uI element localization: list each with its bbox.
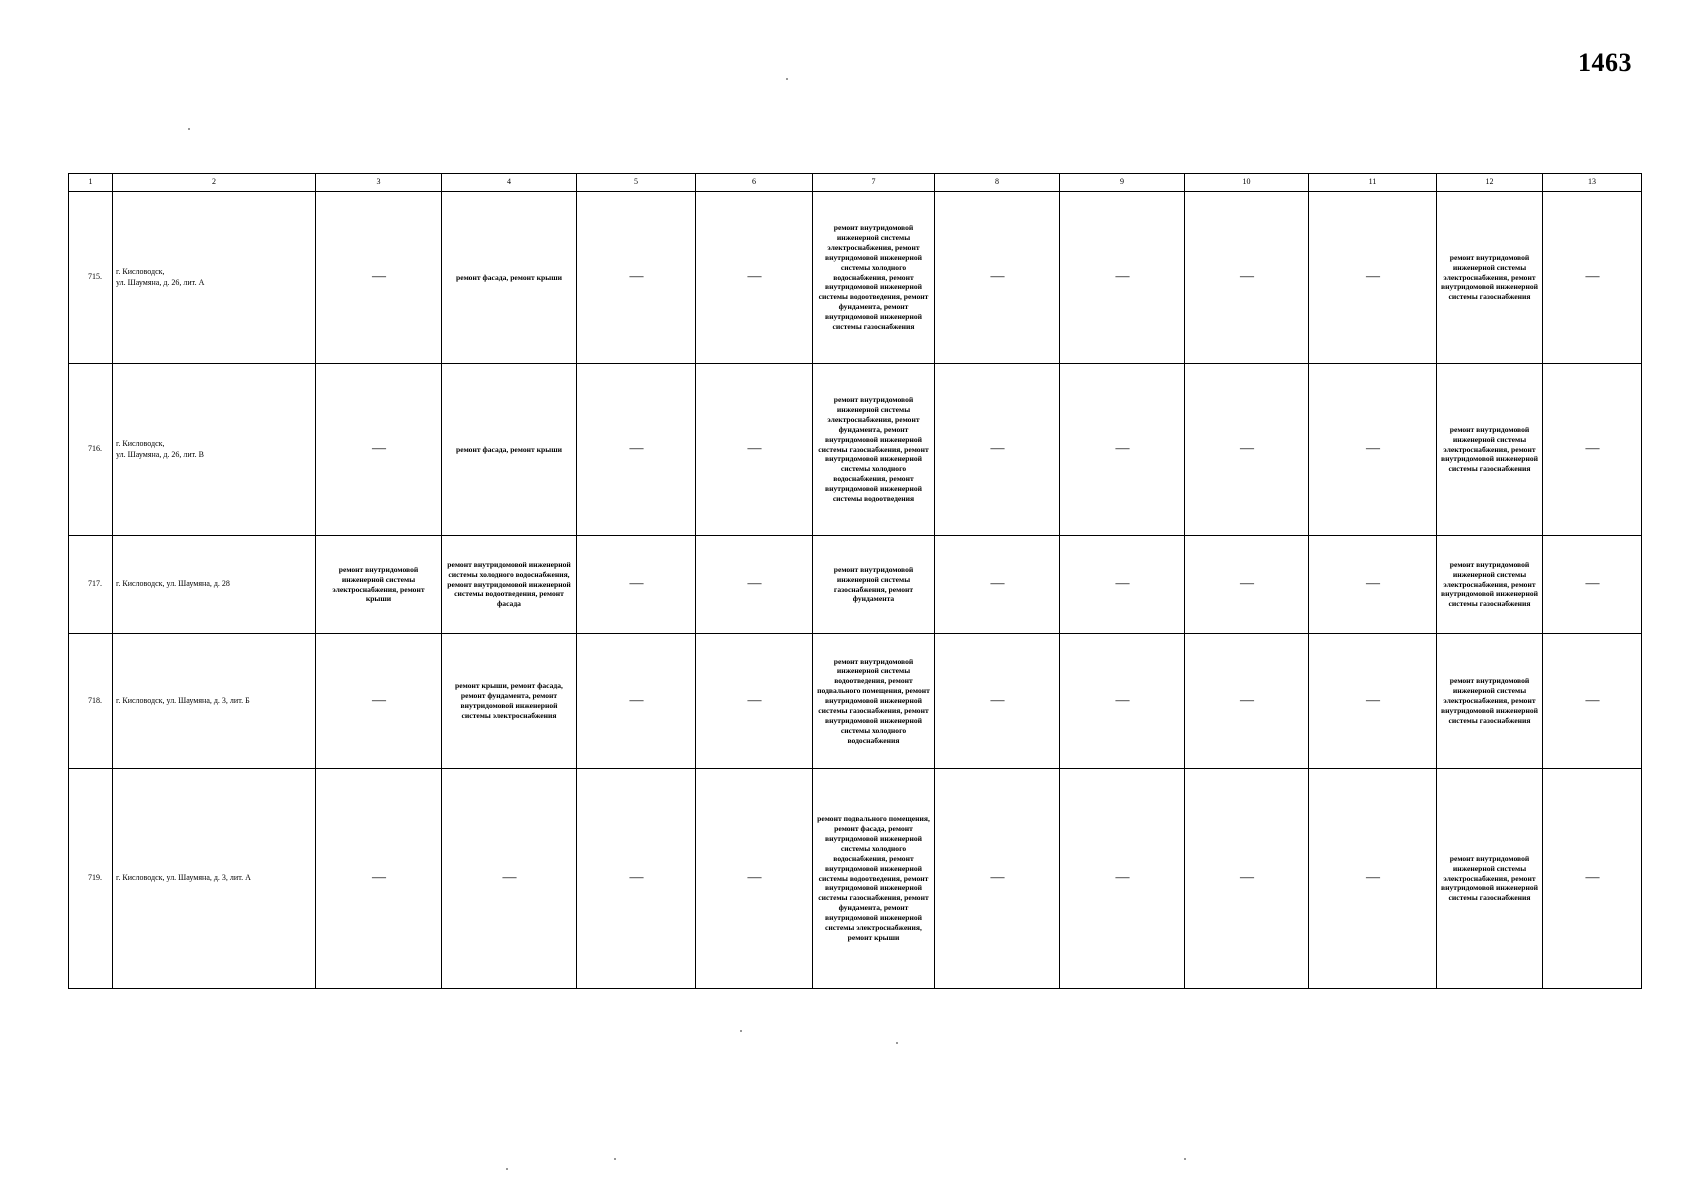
cell-col8: — [935, 192, 1060, 364]
cell-col8: — [935, 364, 1060, 536]
cell-col9: — [1060, 192, 1185, 364]
scan-speck [506, 1168, 508, 1170]
cell-col8: — [935, 536, 1060, 634]
cell-col7: ремонт подвального помещения, ремонт фасада, ремонт внутридомовой инженерной системы холодного водоснабжения, ремонт внутридомовой инженерной системы водоотведения, ремонт внутридомовой инженерной системы газоснабжения, ремонт фундамента, ремонт внутридомовой инженерной системы электроснабжения, ремонт крыши [813, 769, 935, 989]
cell-col12: ремонт внутридомовой инженерной системы электроснабжения, ремонт внутридомовой инженерной системы газоснабжения [1437, 769, 1543, 989]
column-header: 13 [1543, 174, 1642, 192]
cell-col10: — [1185, 536, 1309, 634]
column-header: 3 [316, 174, 442, 192]
address-cell: г. Кисловодск, ул. Шаумяна, д. 3, лит. Б [113, 634, 316, 769]
cell-col10: — [1185, 634, 1309, 769]
table-row [69, 769, 1642, 989]
table-row [69, 364, 1642, 536]
cell-col13: — [1543, 769, 1642, 989]
column-header: 12 [1437, 174, 1543, 192]
cell-col11: — [1309, 192, 1437, 364]
scan-speck [614, 1158, 616, 1160]
column-header: 4 [442, 174, 577, 192]
cell-col9: — [1060, 364, 1185, 536]
column-header: 2 [113, 174, 316, 192]
cell-col6: — [696, 192, 813, 364]
cell-col5: — [577, 536, 696, 634]
row-number: 718. [69, 634, 113, 769]
cell-col3: — [316, 364, 442, 536]
column-header: 11 [1309, 174, 1437, 192]
column-header: 6 [696, 174, 813, 192]
scan-speck [188, 128, 190, 130]
cell-col3: — [316, 769, 442, 989]
cell-col13: — [1543, 536, 1642, 634]
address-cell: г. Кисловодск, ул. Шаумяна, д. 3, лит. А [113, 769, 316, 989]
table-row [69, 634, 1642, 769]
table-row [69, 536, 1642, 634]
cell-col4: ремонт фасада, ремонт крыши [442, 192, 577, 364]
cell-col5: — [577, 769, 696, 989]
cell-col3: — [316, 634, 442, 769]
cell-col11: — [1309, 634, 1437, 769]
cell-col9: — [1060, 769, 1185, 989]
cell-col5: — [577, 634, 696, 769]
cell-col11: — [1309, 364, 1437, 536]
column-header: 10 [1185, 174, 1309, 192]
page-number: 1463 [1578, 48, 1632, 77]
cell-col8: — [935, 769, 1060, 989]
column-header: 7 [813, 174, 935, 192]
cell-col13: — [1543, 192, 1642, 364]
cell-col6: — [696, 364, 813, 536]
cell-col12: ремонт внутридомовой инженерной системы электроснабжения, ремонт внутридомовой инженерной системы газоснабжения [1437, 192, 1543, 364]
repair-registry-table [68, 173, 1642, 989]
cell-col3: — [316, 192, 442, 364]
cell-col7: ремонт внутридомовой инженерной системы газоснабжения, ремонт фундамента [813, 536, 935, 634]
cell-col10: — [1185, 364, 1309, 536]
cell-col9: — [1060, 634, 1185, 769]
table-row [69, 192, 1642, 364]
scan-speck [896, 1042, 898, 1044]
cell-col12: ремонт внутридомовой инженерной системы электроснабжения, ремонт внутридомовой инженерной системы газоснабжения [1437, 364, 1543, 536]
cell-col10: — [1185, 769, 1309, 989]
row-number: 717. [69, 536, 113, 634]
cell-col6: — [696, 536, 813, 634]
address-cell: г. Кисловодск, ул. Шаумяна, д. 28 [113, 536, 316, 634]
column-number-row [69, 174, 1642, 192]
scan-speck [786, 78, 788, 80]
column-header: 8 [935, 174, 1060, 192]
cell-col5: — [577, 364, 696, 536]
cell-col6: — [696, 769, 813, 989]
column-header: 1 [69, 174, 113, 192]
cell-col12: ремонт внутридомовой инженерной системы электроснабжения, ремонт внутридомовой инженерной системы газоснабжения [1437, 634, 1543, 769]
cell-col4: — [442, 769, 577, 989]
cell-col13: — [1543, 634, 1642, 769]
cell-col13: — [1543, 364, 1642, 536]
cell-col12: ремонт внутридомовой инженерной системы электроснабжения, ремонт внутридомовой инженерной системы газоснабжения [1437, 536, 1543, 634]
cell-col4: ремонт внутридомовой инженерной системы холодного водоснабжения, ремонт внутридомовой инженерной системы водоотведения, ремонт фасада [442, 536, 577, 634]
cell-col7: ремонт внутридомовой инженерной системы электроснабжения, ремонт фундамента, ремонт внутридомовой инженерной системы газоснабжения, ремонт внутридомовой инженерной системы холодного водоснабжения, ремонт внутридомовой инженерной системы водоотведения [813, 364, 935, 536]
scan-speck [740, 1030, 742, 1032]
row-number: 715. [69, 192, 113, 364]
column-header: 5 [577, 174, 696, 192]
cell-col5: — [577, 192, 696, 364]
column-header: 9 [1060, 174, 1185, 192]
cell-col6: — [696, 634, 813, 769]
scan-speck [1184, 1158, 1186, 1160]
row-number: 716. [69, 364, 113, 536]
cell-col8: — [935, 634, 1060, 769]
cell-col11: — [1309, 769, 1437, 989]
address-cell: г. Кисловодск, ул. Шаумяна, д. 26, лит. А [113, 192, 316, 364]
address-cell: г. Кисловодск, ул. Шаумяна, д. 26, лит. В [113, 364, 316, 536]
cell-col4: ремонт крыши, ремонт фасада, ремонт фундамента, ремонт внутридомовой инженерной системы электроснабжения [442, 634, 577, 769]
cell-col7: ремонт внутридомовой инженерной системы электроснабжения, ремонт внутридомовой инженерной системы холодного водоснабжения, ремонт внутридомовой инженерной системы водоотведения, ремонт фундамента, ремонт внутридомовой инженерной системы газоснабжения [813, 192, 935, 364]
cell-col7: ремонт внутридомовой инженерной системы водоотведения, ремонт подвального помещения, ремонт внутридомовой инженерной системы газоснабжения, ремонт внутридомовой инженерной системы холодного водоснабжения [813, 634, 935, 769]
cell-col10: — [1185, 192, 1309, 364]
cell-col11: — [1309, 536, 1437, 634]
cell-col4: ремонт фасада, ремонт крыши [442, 364, 577, 536]
row-number: 719. [69, 769, 113, 989]
cell-col3: ремонт внутридомовой инженерной системы электроснабжения, ремонт крыши [316, 536, 442, 634]
cell-col9: — [1060, 536, 1185, 634]
